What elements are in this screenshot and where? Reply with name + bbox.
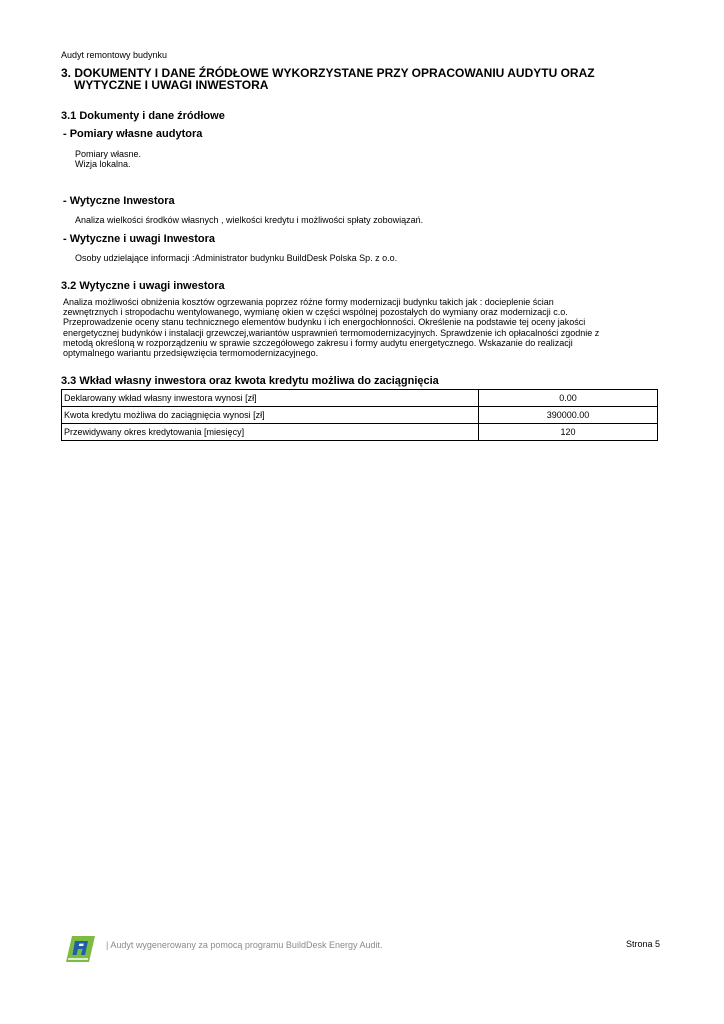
credit-table [61,389,658,441]
table-row [62,407,658,424]
row-value: 0.00 [479,390,658,407]
section-title-line1: 3. DOKUMENTY I DANE ŹRÓDŁOWE WYKORZYSTANE PRZY OPRACOWANIU AUDYTU ORAZ [61,66,595,80]
subsection-3-2-title: 3.2 Wytyczne i uwagi inwestora [61,280,225,292]
pomiary-line-2: Wizja lokalna. [75,159,131,169]
pomiary-line-1: Pomiary własne. [75,149,142,159]
paragraph-line: zewnętrznych i stropodachu wentylowanego, wymianę okien w części wspólnej pozostałych do wymiany oraz modernizacji c.o. [63,307,568,318]
running-header: Audyt remontowy budynku [61,50,168,60]
paragraph-line: Analiza możliwości obniżenia kosztów ogrzewania poprzez różne formy modernizacji budynku takich jak : docieplenie ścian [63,297,554,307]
subsection-3-1-title: 3.1 Dokumenty i dane źródłowe [61,110,225,122]
builddesk-logo-icon [62,935,96,963]
wytyczne-heading: - Wytyczne Inwestora [63,195,175,207]
row-value: 390000.00 [479,407,658,424]
uwagi-text: Osoby udzielające informacji :Administrator budynku BuildDesk Polska Sp. z o.o. [75,253,398,263]
footer-text: | Audyt wygenerowany za pomocą programu BuildDesk Energy Audit. [106,940,383,950]
subsection-3-3-title: 3.3 Wkład własny inwestora oraz kwota kredytu możliwa do zaciągnięcia [61,375,439,387]
pomiary-heading: - Pomiary własne audytora [63,128,203,140]
row-label: Przewidywany okres kredytowania [miesięcy] [62,424,479,441]
table-row [62,390,658,407]
page-number: Strona 5 [626,939,661,949]
row-value: 120 [479,424,658,441]
wytyczne-text: Analiza wielkości środków własnych , wielkości kredytu i możliwości spłaty zobowiązań. [75,215,424,225]
table-row [62,424,658,441]
paragraph-line: Przeprowadzenie oceny stanu technicznego elementów budynku i ich energochłonności. Określenie na podstawie tej oceny jakości [63,317,586,328]
row-label: Kwota kredytu możliwa do zaciągnięcia wynosi [zł] [62,407,479,424]
paragraph-line: metodą określoną w rozporządzeniu w sprawie szczegółowego zakresu i formy audytu energetycznego. Wskazanie do realizacji [63,337,573,348]
paragraph-line: optymalnego wariantu przedsięwzięcia termomodernizacyjnego. [63,348,319,359]
uwagi-heading: - Wytyczne i uwagi Inwestora [63,233,215,245]
section-title-line2: WYTYCZNE I UWAGI INWESTORA [74,78,269,92]
paragraph-line: energetycznej budynków i instalacji grzewczej,wariantów usprawnień termomodernizacyjnych. Sprawdzenie ich opłacalności zgodnie z [63,327,600,338]
row-label: Deklarowany wkład własny inwestora wynosi [zł] [62,390,479,407]
investor-guidelines-paragraph [63,297,653,358]
